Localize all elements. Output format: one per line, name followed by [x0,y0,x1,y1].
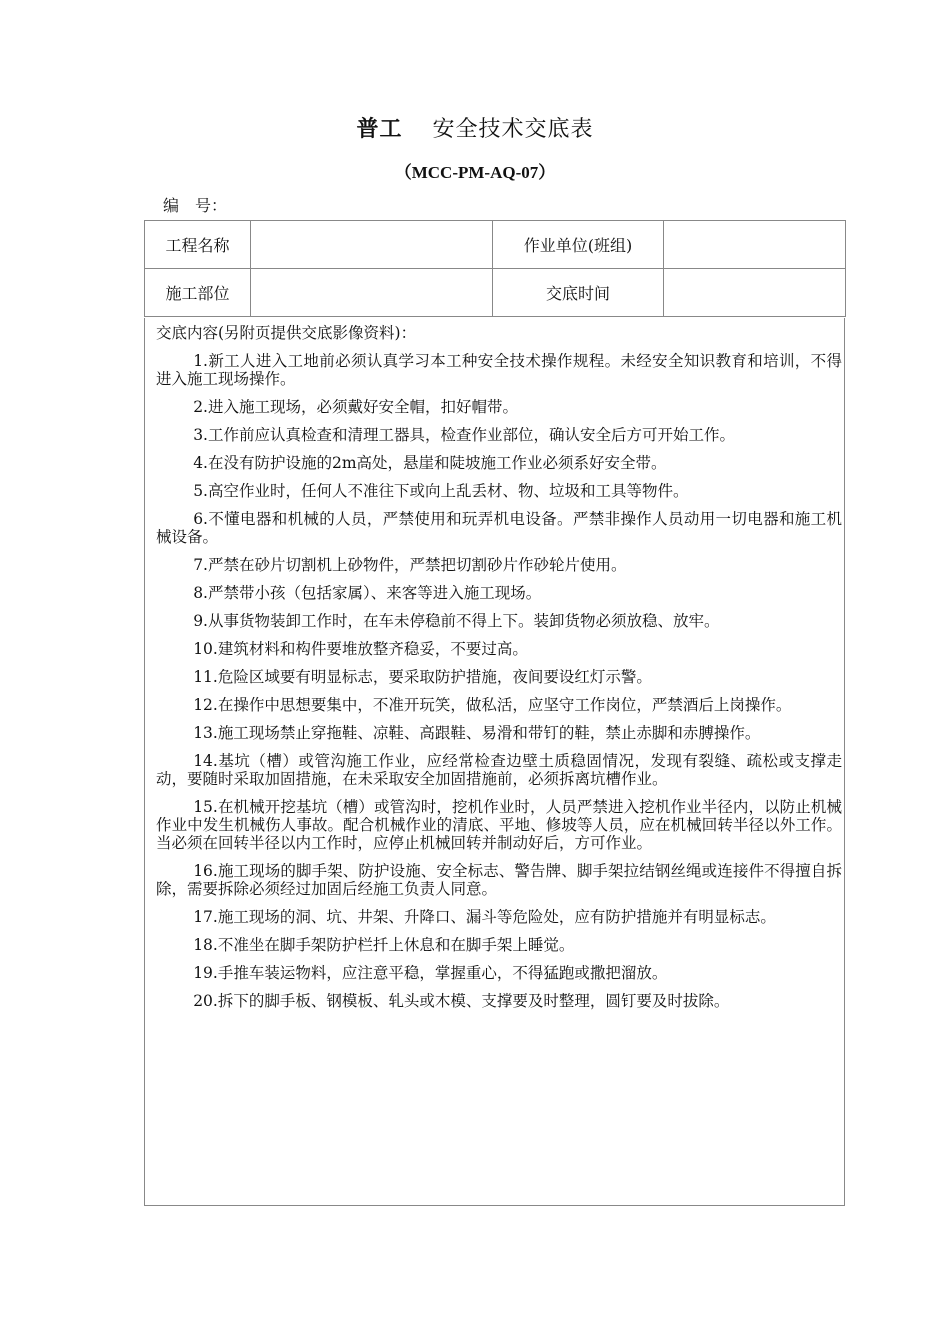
rule-item: 18.不准坐在脚手架防护栏扦上休息和在脚手架上睡觉。 [193,936,575,954]
header-row-1 [145,221,846,269]
rule-item: 2.进入施工现场，必须戴好安全帽，扣好帽带。 [193,398,518,416]
rule-item: 15.在机械开挖基坑（槽）或管沟时，挖机作业时，人员严禁进入挖机作业半径内，以防止机械作业中发生机械伤人事故。配合机械作业的清底、平地、修坡等人员，应在机械回转半径以外工作。当必须在回转半径以内工作时，应停止机械回转并制动好后，方可作业。 [156,798,842,852]
rule-item: 17.施工现场的洞、坑、井架、升降口、漏斗等危险处，应有防护措施并有明显标志。 [193,908,776,926]
title-main: 安全技术交底表 [432,117,594,142]
content-box [144,318,845,1206]
rule-item: 8.严禁带小孩（包括家属）、来客等进入施工现场。 [193,584,542,602]
location-label: 施工部位 [145,269,251,317]
project-name-value [251,221,493,269]
rule-item: 10.建筑材料和构件要堆放整齐稳妥，不要过高。 [193,640,528,658]
rule-item: 6.不懂电器和机械的人员，严禁使用和玩弄机电设备。严禁非操作人员动用一切电器和施工机械设备。 [156,510,842,546]
rule-item: 5.高空作业时，任何人不准往下或向上乱丢材、物、垃圾和工具等物件。 [193,482,689,500]
time-value [664,269,846,317]
location-value [251,269,493,317]
content-intro: 交底内容(另附页提供交底影像资料)： [156,324,417,342]
document-code: （MCC-PM-AQ-07） [394,163,556,182]
work-unit-value [664,221,846,269]
rule-item: 4.在没有防护设施的2m高处，悬崖和陡坡施工作业必须系好安全带。 [193,454,667,472]
rule-item: 11.危险区域要有明显标志，要采取防护措施，夜间要设红灯示警。 [193,668,652,686]
rule-item: 9.从事货物装卸工作时，在车未停稳前不得上下。装卸货物必须放稳、放牢。 [193,612,720,630]
rule-item: 14.基坑（槽）或管沟施工作业，应经常检查边壁土质稳固情况，发现有裂缝、疏松或支撑走动，要随时采取加固措施，在未采取安全加固措施前，必须拆离坑槽作业。 [156,752,842,788]
rule-item: 1.新工人进入工地前必须认真学习本工种安全技术操作规程。未经安全知识教育和培训，不得进入施工现场操作。 [156,352,842,388]
rule-item: 7.严禁在砂片切割机上砂物件，严禁把切割砂片作砂轮片使用。 [193,556,627,574]
work-unit-label: 作业单位(班组) [493,221,664,269]
header-table [144,220,846,317]
project-name-label: 工程名称 [145,221,251,269]
rule-item: 16.施工现场的脚手架、防护设施、安全标志、警告牌、脚手架拉结钢丝绳或连接件不得擅自拆除，需要拆除必须经过加固后经施工负责人同意。 [156,862,842,898]
header-row-2 [145,269,846,317]
time-label: 交底时间 [493,269,664,317]
document-title [0,112,950,143]
rule-item: 12.在操作中思想要集中，不准开玩笑，做私活，应坚守工作岗位，严禁酒后上岗操作。 [193,696,792,714]
rule-item: 13.施工现场禁止穿拖鞋、凉鞋、高跟鞋、易滑和带钉的鞋，禁止赤脚和赤膊操作。 [193,724,761,742]
title-bold: 普工 [356,116,403,142]
rule-item: 3.工作前应认真检查和清理工器具，检查作业部位，确认安全后方可开始工作。 [193,426,735,444]
rule-item: 19.手推车装运物料，应注意平稳，掌握重心，不得猛跑或撒把溜放。 [193,964,668,982]
number-label: 编 号： [163,196,228,215]
rule-item: 20.拆下的脚手板、钢模板、轧头或木模、支撑要及时整理，圆钉要及时拔除。 [193,992,730,1010]
